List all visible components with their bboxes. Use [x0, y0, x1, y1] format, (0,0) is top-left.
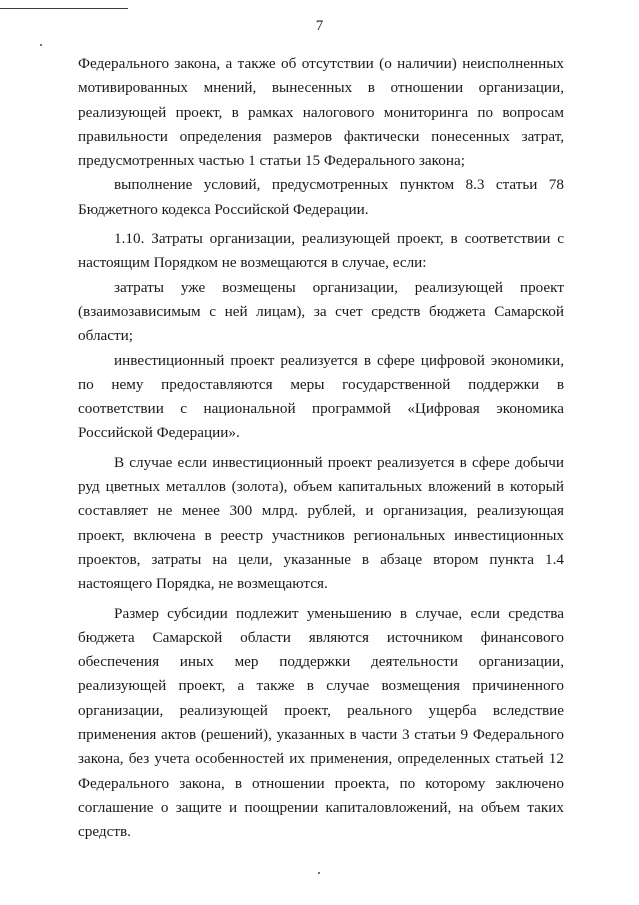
scan-edge-line	[0, 8, 128, 9]
paragraph: В случае если инвестиционный проект реализуется в сфере добычи руд цветных металлов (золота), объем капитальных вложений в который составляет не менее 300 млрд. рублей, и организация, реализующая проект, включена в реестр участников региональных инвестиционных проектов, затраты на цели, указанные в абзаце втором пункта 1.4 настоящего Порядка, не возмещаются.	[78, 453, 564, 593]
scan-speck	[318, 872, 320, 874]
paragraph: инвестиционный проект реализуется в сфере цифровой экономики, по нему предоставляются меры государственной поддержки в соответствии с национальной программой «Цифровая экономика Российской Федерации».	[78, 351, 564, 442]
paragraph: затраты уже возмещены организации, реализующей проект (взаимозависимым с ней лицам), за счет средств бюджета Самарской области;	[78, 278, 564, 345]
paragraph: 1.10. Затраты организации, реализующей проект, в соответствии с настоящим Порядком не возмещаются в случае, если:	[78, 230, 564, 272]
scan-speck	[40, 44, 42, 46]
paragraph: выполнение условий, предусмотренных пунктом 8.3 статьи 78 Бюджетного кодекса Российской Федерации.	[78, 176, 564, 218]
paragraph: Федерального закона, а также об отсутствии (о наличии) неисполненных мотивированных мнений, вынесенных в отношении организации, реализующей проект, в рамках налогового мониторинга по вопросам правильности определения размеров фактически понесенных затрат, предусмотренных частью 1 статьи 15 Федерального закона;	[78, 55, 564, 170]
page-number: 7	[315, 18, 324, 34]
document-body	[78, 52, 564, 845]
paragraph: Размер субсидии подлежит уменьшению в случае, если средства бюджета Самарской области являются источником финансового обеспечения иных мер поддержки деятельности организации, реализующей проект, а также в случае возмещения причиненного организации, реализующей проект, реального ущерба вследствие применения актов (решений), указанных в части 3 статьи 9 Федерального закона, без учета особенностей их применения, определенных статьей 12 Федерального закона, в отношении проекта, по которому заключено соглашение о защите и поощрении капиталовложений, на объем таких средств.	[78, 604, 564, 841]
